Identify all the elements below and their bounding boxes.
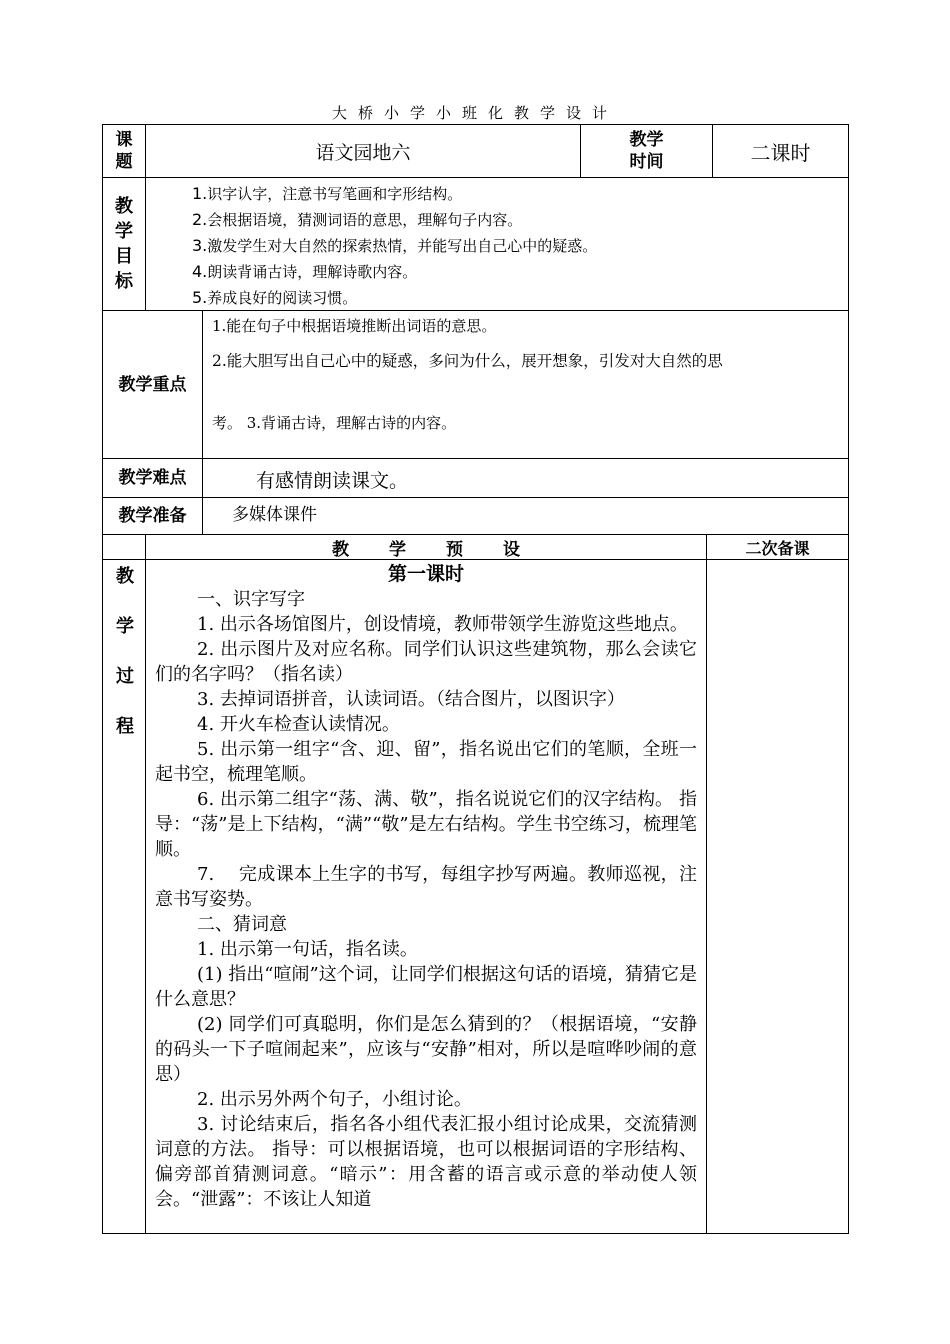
focus-line: 考。 3.背诵古诗，理解古诗的内容。 [212, 414, 457, 432]
topic-value: 语文园地六 [315, 141, 411, 164]
focus-label: 教学重点 [118, 374, 187, 395]
goal-item: 1.识字认字，注意书写笔画和字形结构。 [192, 184, 463, 203]
prep-label: 教学准备 [118, 506, 187, 526]
goal-item: 2.会根据语境，猜测词语的意思，理解句子内容。 [192, 210, 523, 229]
difficulty-label: 教学难点 [118, 468, 187, 488]
process-header: 教学预设 [332, 539, 560, 560]
time-value: 二课时 [750, 140, 811, 165]
focus-line: 2.能大胆写出自己心中的疑惑，多问为什么，展开想象，引发对大自然的思 [212, 352, 723, 370]
section-heading: 一、识字写字 [197, 589, 305, 610]
topic-label: 课题 [115, 130, 133, 172]
paragraph: 7. 完成课本上生字的书写，每组字抄写两遍。教师巡视，注意书写姿势。 [155, 864, 697, 910]
paragraph: 3. 去掉词语拼音，认读词语。（结合图片，以图识字） [197, 689, 625, 710]
paragraph: 3. 讨论结束后，指名各小组代表汇报小组讨论成果，交流猜测词意的方法。 指导：可以根据语境，也可以根据词语的字形结构、偏旁部首猜测词意。“暗示”：用含蓄的语言或示意的举动使人领会。“泄露”：不该让人知道 [155, 1114, 697, 1210]
revision-header: 二次备课 [745, 538, 810, 558]
lesson-title: 第一课时 [387, 563, 464, 585]
page-title: 大桥小学小班化教学设计 [331, 104, 618, 122]
paragraph: (2) 同学们可真聪明，你们是怎么猜到的？（根据语境，“安静的码头一下子喧闹起来”，应该与“安静”相对，所以是喧哗吵闹的意思） [155, 1014, 697, 1085]
paragraph: 1. 出示各场馆图片，创设情境，教师带领学生游览这些地点。 [197, 614, 688, 635]
paragraph: 6. 出示第二组字“荡、满、敬”，指名说说它们的汉字结构。 指导：“荡”是上下结构，“满”“敬”是左右结构。学生书空练习，梳理笔顺。 [155, 789, 697, 860]
paragraph: (1) 指出“喧闹”这个词，让同学们根据这句话的语境，猜猜它是什么意思？ [155, 964, 697, 1010]
prep-value: 多媒体课件 [232, 505, 317, 525]
goal-item: 5.养成良好的阅读习惯。 [192, 288, 358, 307]
section-heading: 二、猜词意 [197, 914, 287, 935]
focus-line: 1.能在句子中根据语境推断出词语的意思。 [212, 317, 497, 335]
paragraph: 2. 出示图片及对应名称。同学们认识这些建筑物，那么会读它们的名字吗？（指名读） [155, 639, 697, 685]
paragraph: 2. 出示另外两个句子，小组讨论。 [197, 1089, 472, 1110]
process-content [155, 561, 697, 1231]
paragraph: 5. 出示第一组字“含、迎、留”，指名说出它们的笔顺，全班一起书空，梳理笔顺。 [155, 739, 697, 785]
time-label: 教学时间 [629, 130, 664, 172]
goals-list [192, 181, 842, 311]
revision-column [707, 560, 848, 1234]
paragraph: 1. 出示第一句话，指名读。 [197, 939, 418, 960]
paragraph: 4. 开火车检查认读情况。 [197, 714, 400, 735]
difficulty-value: 有感情朗读课文。 [256, 470, 409, 492]
goals-label: 教学目标 [115, 196, 133, 292]
goal-item: 3.激发学生对大自然的探索热情，并能写出自己心中的疑惑。 [192, 236, 598, 255]
goal-item: 4.朗读背诵古诗，理解诗歌内容。 [192, 262, 418, 281]
